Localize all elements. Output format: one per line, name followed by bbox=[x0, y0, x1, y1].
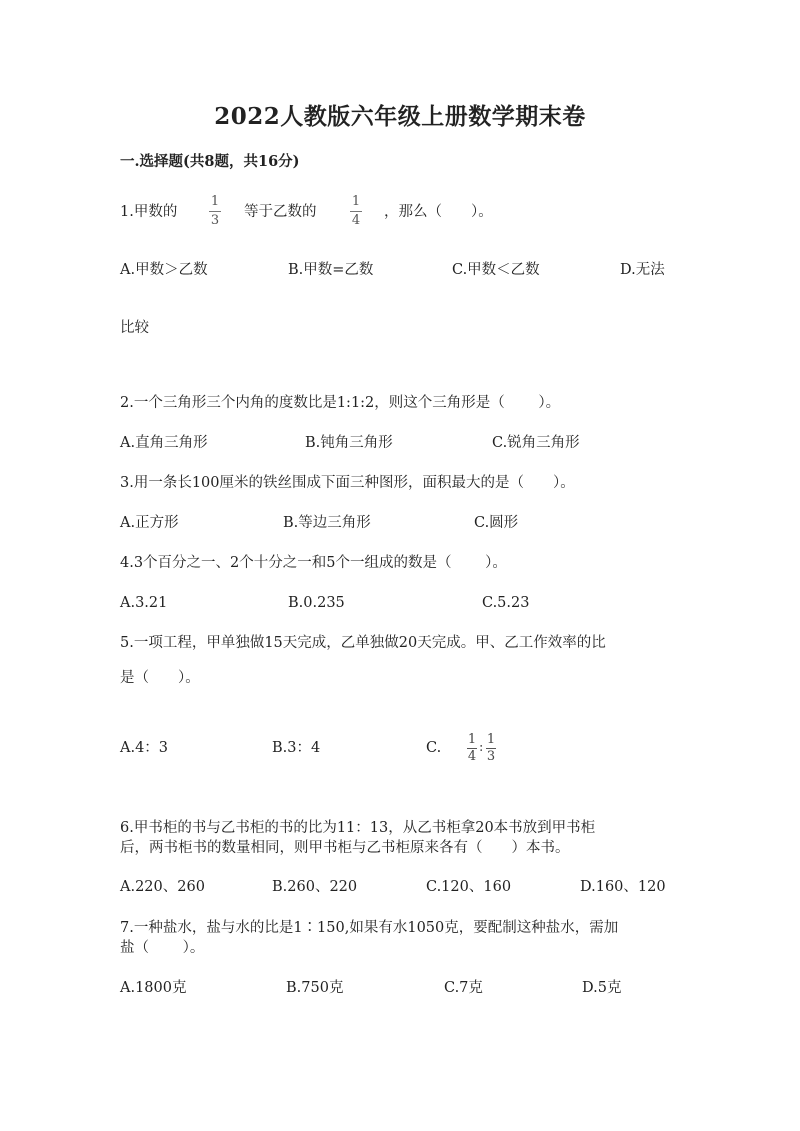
q3-option-a[interactable]: A.正方形 bbox=[120, 515, 179, 531]
q2-text: 2.一个三角形三个内角的度数比是1:1:2，则这个三角形是（ ）。 bbox=[120, 395, 561, 411]
q3-option-c[interactable]: C.圆形 bbox=[474, 515, 519, 531]
q1-option-a[interactable]: A.甲数＞乙数 bbox=[120, 262, 208, 278]
q6-line-2: 后，两书柜书的数量相同，则甲书柜与乙书柜原来各有（ ）本书。 bbox=[120, 840, 570, 856]
q6-line-1: 6.甲书柜的书与乙书柜的书的比为11：13，从乙书柜拿20本书放到甲书柜 bbox=[120, 820, 596, 836]
q5-option-c[interactable]: C. bbox=[426, 740, 442, 756]
q3-text: 3.用一条长100厘米的铁丝围成下面三种图形，面积最大的是（ ）。 bbox=[120, 475, 575, 491]
q6-option-c[interactable]: C.120、160 bbox=[426, 879, 512, 895]
q7-option-c[interactable]: C.7克 bbox=[444, 980, 483, 996]
ratio-colon: : bbox=[479, 740, 484, 755]
q3-option-b[interactable]: B.等边三角形 bbox=[283, 515, 371, 531]
q2-option-a[interactable]: A.直角三角形 bbox=[120, 435, 208, 451]
q1-fraction-a-denominator: 3 bbox=[210, 213, 220, 228]
fraction-bar bbox=[209, 211, 221, 212]
q2-option-b[interactable]: B.钝角三角形 bbox=[305, 435, 393, 451]
section-heading: 一.选择题(共8题，共16分) bbox=[120, 153, 300, 170]
q5-line-2: 是（ ）。 bbox=[120, 670, 200, 686]
ratio-left-numerator: 1 bbox=[467, 732, 477, 747]
q7-option-d[interactable]: D.5克 bbox=[582, 980, 622, 996]
q6-option-a[interactable]: A.220、260 bbox=[120, 879, 205, 895]
q4-option-b[interactable]: B.0.235 bbox=[288, 595, 345, 611]
q6-option-b[interactable]: B.260、220 bbox=[272, 879, 358, 895]
q5-option-a[interactable]: A.4：3 bbox=[120, 740, 169, 756]
ratio-left-denominator: 4 bbox=[467, 749, 477, 764]
q1-option-b[interactable]: B.甲数=乙数 bbox=[288, 262, 374, 278]
q1-suffix: ，那么（ ）。 bbox=[384, 204, 493, 220]
q1-fraction-b-numerator: 1 bbox=[351, 194, 361, 209]
ratio-right-denominator: 3 bbox=[486, 749, 496, 764]
q1-middle: 等于乙数的 bbox=[244, 204, 317, 220]
q7-line-1: 7.一种盐水，盐与水的比是1∶150,如果有水1050克，要配制这种盐水，需加 bbox=[120, 920, 619, 936]
q1-option-c[interactable]: C.甲数＜乙数 bbox=[452, 262, 540, 278]
q1-option-d[interactable]: D.无法 bbox=[620, 262, 665, 278]
q7-option-a[interactable]: A.1800克 bbox=[120, 980, 187, 996]
q1-fraction-a-numerator: 1 bbox=[210, 194, 220, 209]
fraction-bar bbox=[350, 211, 362, 212]
ratio-right-numerator: 1 bbox=[486, 732, 496, 747]
q4-option-a[interactable]: A.3.21 bbox=[120, 595, 168, 611]
page-title: 2022人教版六年级上册数学期末卷 bbox=[214, 103, 586, 130]
q7-line-2: 盐（ ）。 bbox=[120, 940, 205, 956]
q5-option-b[interactable]: B.3：4 bbox=[272, 740, 321, 756]
q5-option-c-ratio bbox=[465, 733, 501, 765]
q4-option-c[interactable]: C.5.23 bbox=[482, 595, 530, 611]
q7-option-b[interactable]: B.750克 bbox=[286, 980, 344, 996]
q1-fraction-b bbox=[348, 195, 364, 228]
q5-line-1: 5.一项工程，甲单独做15天完成，乙单独做20天完成。甲、乙工作效率的比 bbox=[120, 635, 606, 651]
q1-fraction-b-denominator: 4 bbox=[351, 213, 361, 228]
q4-text: 4.3个百分之一、2个十分之一和5个一组成的数是（ ）。 bbox=[120, 555, 507, 571]
q2-option-c[interactable]: C.锐角三角形 bbox=[492, 435, 580, 451]
q1-fraction-a bbox=[207, 195, 223, 228]
q1-prefix: 1.甲数的 bbox=[120, 204, 178, 220]
q1-option-d-wrap: 比较 bbox=[120, 320, 149, 336]
q6-option-d[interactable]: D.160、120 bbox=[580, 879, 666, 895]
